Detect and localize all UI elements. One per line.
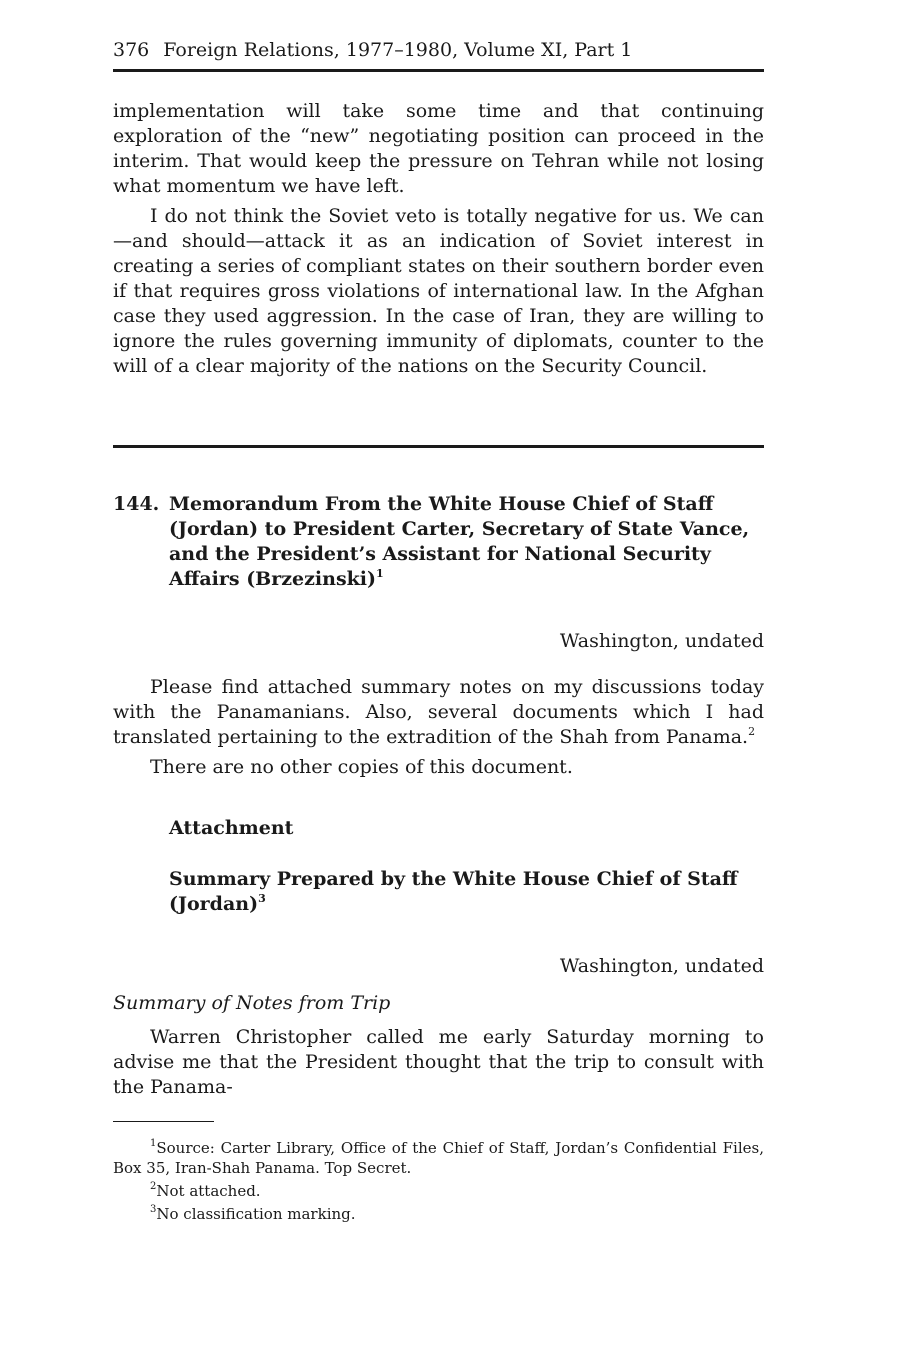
footnote-3: $^3$No classification marking. <box>150 1204 356 1223</box>
document-dateline: Washington, undated <box>559 630 764 652</box>
footnote-ref-1: 1 <box>376 566 384 580</box>
document-title: Memorandum From the White House Chief of Staff (Jordan) to President Carter, Secretary of State Vance, and the President’s Assistant for National Security Affairs (Brzezinski)$^1$ <box>169 493 750 590</box>
document-number: 144. <box>113 493 160 515</box>
soviet-veto-paragraph: I do not think the Soviet veto is totally negative for us. We can—and should—attack it as an indication of Soviet interest in creating a series of compliant states on their southern border even if that requires gross violations of international law. In the Afghan case they used aggression. In the case of Iran, they are willing to ignore the rules governing immunity of diplomats, counter to the will of a clear majority of the nations on the Security Council. <box>113 205 764 377</box>
footnote-ref-2: 2 <box>748 724 756 738</box>
section-heading: Summary of Notes from Trip <box>113 992 391 1014</box>
attachment-label: Attachment <box>169 817 294 839</box>
attachment-dateline: Washington, undated <box>559 955 764 977</box>
volume-title: Foreign Relations, 1977–1980, Volume XI, Part 1 <box>163 39 633 61</box>
footnote-ref-3: 3 <box>258 891 266 905</box>
document-closing-paragraph: There are no other copies of this document. <box>150 756 573 778</box>
footnote-2: $^2$Not attached. <box>150 1181 261 1200</box>
attachment-title: Summary Prepared by the White House Chief of Staff (Jordan)$^3$ <box>169 868 738 915</box>
header-rule <box>113 69 764 72</box>
running-head <box>113 38 764 62</box>
footnote-1: $^1$Source: Carter Library, Office of the Chief of Staff, Jordan’s Confidential Files, Box 35, Iran-Shah Panama. Top Secret. <box>113 1138 764 1177</box>
attachment-paragraph: Warren Christopher called me early Saturday morning to advise me that the President thought that the trip to consult with the Panama- <box>113 1026 764 1098</box>
document-separator-rule <box>113 445 764 448</box>
document-paragraph: Please find attached summary notes on my discussions today with the Panamanians. Also, several documents which I had translated pertaining to the extradition of the Shah from Panama.$^2$ <box>113 676 764 748</box>
footnote-rule <box>113 1121 214 1122</box>
page-number: 376 <box>113 39 150 61</box>
continuation-paragraph: implementation will take some time and that continuing exploration of the “new” negotiating position can proceed in the interim. That would keep the pressure on Tehran while not losing what momentum we have left. <box>113 100 764 197</box>
